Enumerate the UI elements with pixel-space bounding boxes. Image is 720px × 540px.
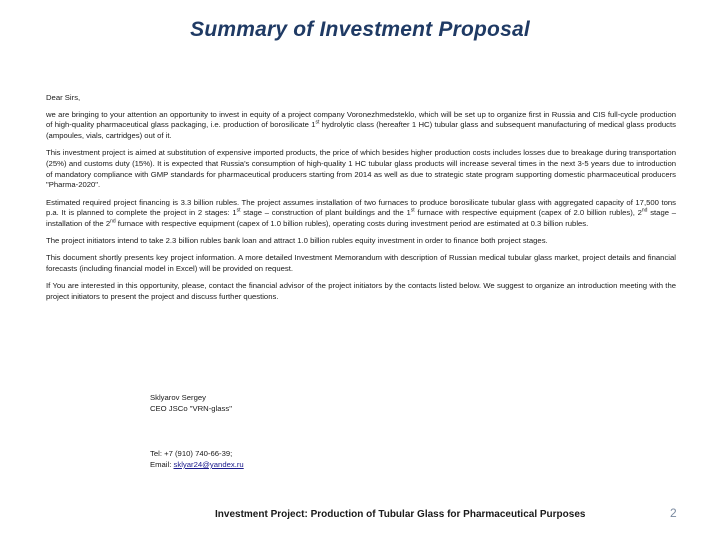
paragraph-intro: we are bringing to your attention an opportunity to invest in equity of a project company Voronezhmedsteklo, which will be set up to organize first in Russia and CIS full-cycle production of high-quality pharmaceutical glass packaging, i.e. production of borosilicate 1st hydrolytic class (hereafter 1 HC) tubular glass and subsequent manufacturing of medical glass products (ampoules, vials, cartridges) out of it. [46,109,677,141]
signature-block [150,392,232,414]
email-line [150,459,244,470]
page-number: 2 [670,506,677,520]
phone-number: Tel: +7 (910) 740-66-39; [150,449,233,458]
page-title: Summary of Investment Proposal [190,18,530,41]
greeting: Dear Sirs, [46,93,81,102]
paragraph-aim: This investment project is aimed at substitution of expensive imported products, the price of which besides higher production costs includes losses due to breakage during transportation (25%) and customs duty (15%). It is expected that Russia's consumption of high-quality 1 HC tubular glass products will increase several times in the next 3-5 years due to introduction of mandatory compliance with GMP standards for pharmaceutical producers starting from 2014 as well as due to strategic state program supporting domestic pharmaceutical producers "Pharma-2020". [46,148,676,190]
paragraph-document: This document shortly presents key project information. A more detailed Investment Memorandum with description of Russian medical tubular glass market, project details and financial forecasts (including financial model in Excel) will be provided on request. [46,253,676,274]
email-link[interactable]: sklyar24@yandex.ru [173,460,244,469]
paragraph-financing: Estimated required project financing is 3.3 billion rubles. The project assumes installation of two furnaces to produce borosilicate tubular glass with aggregated capacity of 17,500 tons p.a. It is planned to complete the project in 2 stages: 1st stage – construction of plant buildings and the 1st furnace with respective equipment (capex of 2.0 billion rubles), 2nd stage – installation of the 2nd furnace with respective equipment (capex of 1.0 billion rubles), operating costs during investment period are estimated at 0.3 billion rubles. [46,197,676,229]
paragraph-loan: The project initiators intend to take 2.3 billion rubles bank loan and attract 1.0 billion rubles equity investment in order to finance both project stages. [46,236,548,246]
contact-block [150,448,244,470]
paragraph-contact: If You are interested in this opportunity, please, contact the financial advisor of the project initiators by the contacts listed below. We suggest to organize an introduction meeting with the project initiators to present the project and discuss further questions. [46,281,676,302]
email-label: Email: [150,460,174,469]
signer-position: CEO JSCo "VRN-glass" [150,404,232,413]
letter-body [46,93,676,309]
signer-name: Sklyarov Sergey [150,393,206,402]
footer-text: Investment Project: Production of Tubular Glass for Pharmaceutical Purposes [215,509,586,520]
